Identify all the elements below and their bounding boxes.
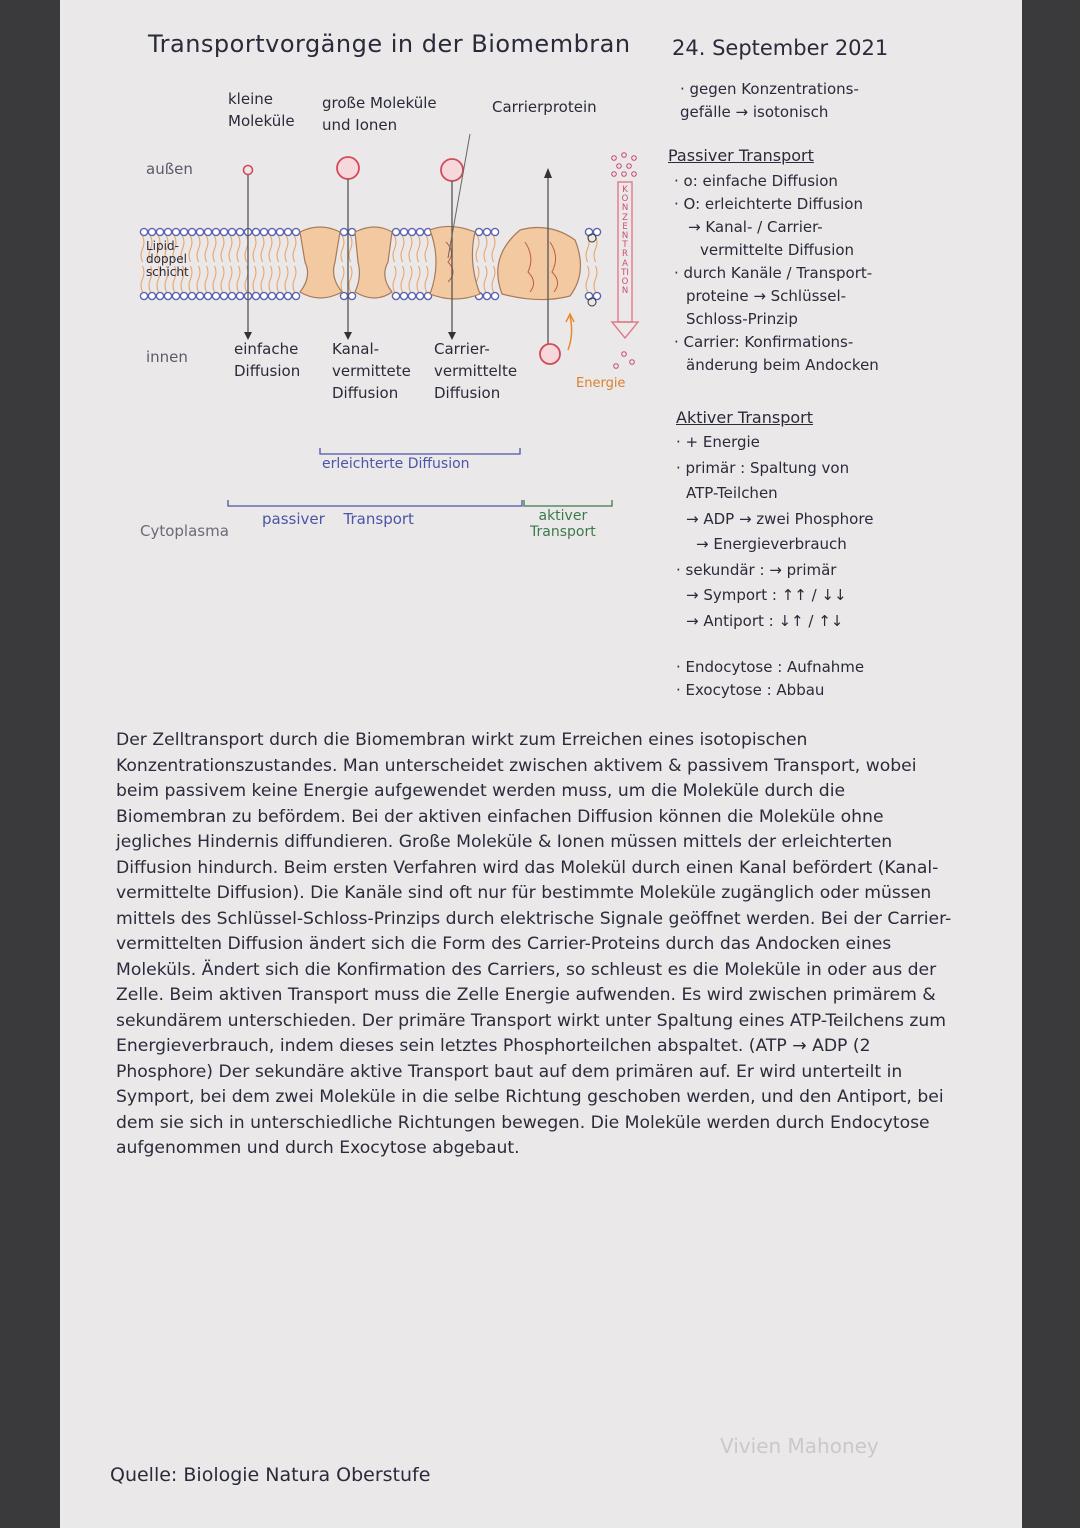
date: 24. September 2021 — [672, 36, 889, 60]
body-paragraph — [116, 728, 956, 1162]
note-line: → Energieverbrauch — [696, 535, 847, 553]
note-line: → Antiport : ↓↑ / ↑↓ — [686, 611, 844, 630]
note-line: · Carrier: Konfirmations- — [674, 333, 854, 351]
active-transport-label: aktiver Transport — [530, 508, 596, 540]
note-line: → ADP → zwei Phosphore — [686, 509, 874, 528]
note-line: · O: erleichterte Diffusion — [674, 195, 863, 213]
small-molecules-label: kleine Moleküle — [228, 90, 295, 130]
source-citation: Quelle: Biologie Natura Oberstufe — [110, 1464, 431, 1486]
note-line: ATP-Teilchen — [686, 484, 778, 502]
page-title: Transportvorgänge in der Biomembran — [148, 30, 631, 58]
note-line: · Exocytose : Abbau — [676, 681, 825, 699]
concentration-label: KONZENTRATION — [621, 185, 629, 297]
channel-diffusion-label: Kanal- vermittete Diffusion — [332, 340, 411, 402]
note-line: Schloss-Prinzip — [686, 310, 798, 328]
energy-label: Energie — [576, 376, 626, 391]
large-molecules-label: große Moleküle und Ionen — [322, 94, 437, 134]
simple-diffusion-label: einfache Diffusion — [234, 340, 301, 380]
note-line: · primär : Spaltung von — [676, 458, 850, 477]
carrier-protein-left — [430, 226, 480, 299]
active-transport-notes — [676, 430, 873, 634]
carrier-protein-right — [498, 228, 581, 300]
passive-bracket — [228, 500, 522, 506]
note-line: proteine → Schlüssel- — [686, 287, 847, 305]
lipid-layer-label: Lipid- doppel schicht — [146, 239, 189, 279]
gradient-note: · gegen Konzentrations- gefälle → isotonisch — [680, 80, 859, 121]
passive-transport-notes — [674, 170, 879, 377]
facilitated-diffusion-label: erleichterte Diffusion — [322, 456, 470, 472]
active-transport-heading: Aktiver Transport — [676, 408, 813, 427]
membrane-diagram — [130, 82, 670, 562]
note-line: · + Energie — [676, 433, 760, 451]
inside-label: innen — [146, 348, 188, 366]
note-line: · durch Kanäle / Transport- — [674, 264, 873, 282]
note-line: · o: einfache Diffusion — [674, 172, 838, 190]
channel-diffusion-arrow — [337, 157, 359, 340]
signature: Vivien Mahoney — [720, 1434, 879, 1458]
note-line: → Symport : ↑↑ / ↓↓ — [686, 586, 847, 604]
carrier-protein-label: Carrierprotein — [492, 98, 597, 116]
notebook-page — [60, 0, 1022, 1528]
paragraph-text: Der Zelltransport durch die Biomembran wirkt zum Erreichen eines isotopischen Konzentrationszustandes. Man unterscheidet zwischen aktivem & passivem Transport, wobei beim passivem keine Energie aufgewendet werden muss, um die Moleküle durch die Biomembran zu befördem. Bei der aktiven einfachen Diffusion können die Moleküle ohne jegliches Hindernis diffundieren. Große Moleküle & Ionen müssen mittels der erleichterten Diffusion hindurch. Beim ersten Verfahren wird das Molekül durch einen Kanal befördert (Kanal-vermittelte Diffusion). Die Kanäle sind oft nur für bestimmte Moleküle zugänglich oder müssen mittels des Schlüssel-Schloss-Prinzips durch elektrische Signale geöffnet werden. Bei der Carrier-vermittelten Diffusion ändert sich die Form des Carrier-Proteins durch das Andocken eines Moleküls. Ändert sich die Konfirmation des Carriers, so schleust es die Moleküle in oder aus der Zelle. Beim aktiven Transport muss die Zelle Energie aufwenden. Es wird zwischen primärem & sekundärem unterschieden. Der primäre Transport wirkt unter Spaltung eines ATP-Teilchens zum Energieverbrauch, indem dieses sein letztes Phosphorteilchen abspaltet. (ATP → ADP (2 Phosphore) Der sekundäre aktive Transport baut auf dem primären auf. Er wird unterteilt in Symport, bei dem zwei Moleküle in die selbe Richtung geschoben werden, und den Antiport, bei dem sie sich in unterschiedliche Richtungen bewegen. Die Moleküle werden durch Endocytose aufgenommen und durch Exocytose abgebaut. — [116, 730, 952, 1158]
endo-exo-notes — [676, 656, 864, 702]
note-line: · Endocytose : Aufnahme — [676, 658, 865, 676]
passive-transport-label: passiver Transport — [262, 510, 414, 528]
outside-label: außen — [146, 160, 193, 178]
facilitated-bracket — [320, 448, 520, 454]
active-bracket — [524, 500, 612, 506]
cytoplasm-label: Cytoplasma — [140, 522, 229, 540]
note-line: vermittelte Diffusion — [700, 241, 855, 259]
note-line: · sekundär : → primär — [676, 560, 837, 579]
note-line: änderung beim Andocken — [686, 356, 879, 374]
channel-protein — [300, 227, 392, 298]
note-line: → Kanal- / Carrier- — [688, 218, 823, 236]
carrier-diffusion-label: Carrier- vermittelte Diffusion — [434, 340, 518, 402]
passive-transport-heading: Passiver Transport — [668, 146, 814, 165]
